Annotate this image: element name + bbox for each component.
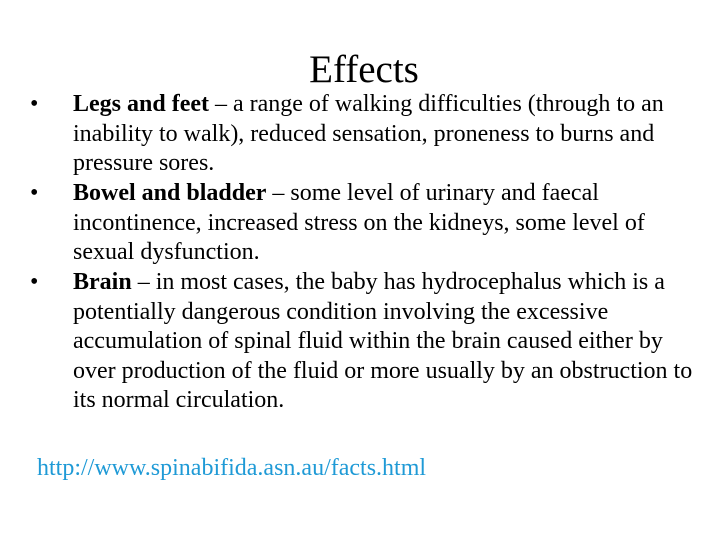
bullet-text: – a range of walking difficulties (through to an inability to walk), reduced sensation, proneness to burns and pressure sores. (73, 91, 664, 176)
bullet-icon: • (30, 180, 39, 206)
bullet-text: – in most cases, the baby has hydrocephalus which is a potentially dangerous condition involving the excessive accumulation of spinal fluid within the brain caused either by over production of the fluid or more usually by an obstruction to its normal circulation. (73, 269, 693, 413)
bullet-term: Legs and feet (73, 91, 209, 117)
bullet-item-brain (30, 268, 710, 416)
bullet-item-bowel-and-bladder (30, 179, 710, 268)
bullet-term: Bowel and bladder (73, 180, 267, 206)
source-link[interactable]: http://www.spinabifida.asn.au/facts.html (37, 455, 427, 481)
slide-title: Effects (309, 48, 419, 91)
bullet-text: – some level of urinary and faecal incontinence, increased stress on the kidneys, some level of sexual dysfunction. (73, 180, 645, 265)
bullet-icon: • (30, 269, 39, 295)
bullet-item-legs-and-feet (30, 90, 710, 179)
bullet-list (30, 90, 710, 416)
bullet-icon: • (30, 91, 39, 117)
bullet-term: Brain (73, 269, 132, 295)
